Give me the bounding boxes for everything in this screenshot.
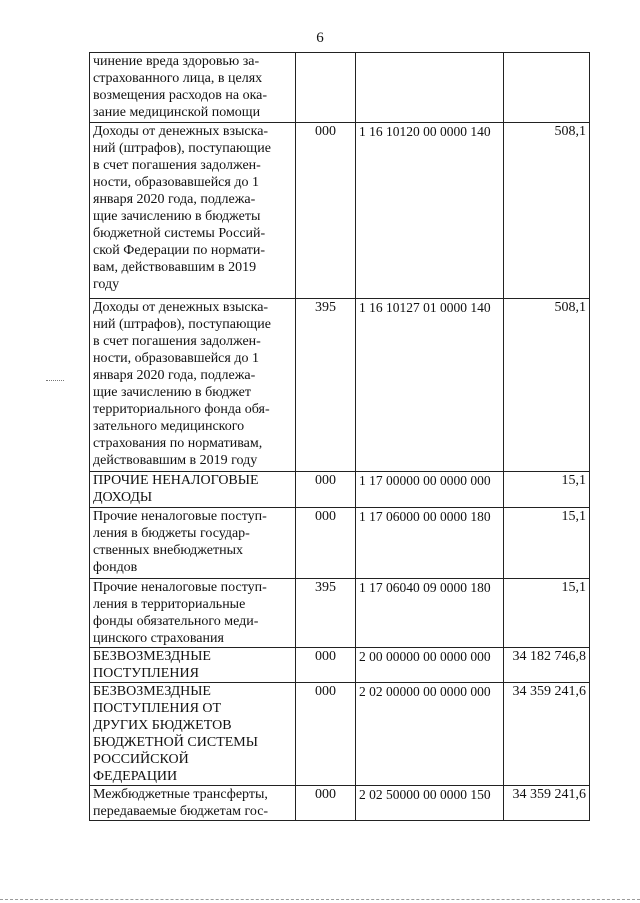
revenue-name-line: ДРУГИХ БЮДЖЕТОВ bbox=[93, 718, 232, 733]
amount-cell bbox=[504, 53, 590, 123]
admin-code-cell: 395 bbox=[296, 579, 356, 648]
revenue-name-line: Межбюджетные трансферты, bbox=[93, 787, 268, 802]
revenue-name-line: фондов bbox=[93, 560, 138, 575]
revenue-name-line: страхованного лица, в целях bbox=[93, 71, 263, 86]
revenue-name-line: зание медицинской помощи bbox=[93, 105, 261, 120]
revenue-name-line: ДОХОДЫ bbox=[93, 490, 153, 505]
revenue-name-line: территориального фонда обя- bbox=[93, 402, 270, 417]
revenue-name-line: ности, образовавшейся до 1 bbox=[93, 351, 259, 366]
revenue-name-line: ний (штрафов), поступающие bbox=[93, 317, 271, 332]
budget-classification-code-cell: 1 16 10127 01 0000 140 bbox=[356, 299, 504, 472]
revenue-name-line: фонды обязательного меди- bbox=[93, 614, 259, 629]
revenue-name-line: Прочие неналоговые поступ- bbox=[93, 580, 267, 595]
admin-code-cell bbox=[296, 53, 356, 123]
table-row bbox=[90, 123, 590, 299]
revenue-name-line: ности, образовавшейся до 1 bbox=[93, 175, 259, 190]
revenue-name-cell bbox=[90, 123, 296, 299]
revenue-name-line: щие зачислению в бюджет bbox=[93, 385, 251, 400]
revenue-name-line: Доходы от денежных взыска- bbox=[93, 300, 269, 315]
revenue-name-line: действовавшим в 2019 году bbox=[93, 453, 258, 468]
revenue-table-body bbox=[90, 53, 590, 821]
revenue-name-line: в счет погашения задолжен- bbox=[93, 158, 261, 173]
table-row bbox=[90, 299, 590, 472]
revenue-name-line: зательного медицинского bbox=[93, 419, 245, 434]
revenue-name-line: передаваемые бюджетам гос- bbox=[93, 804, 269, 819]
revenue-name-line: РОССИЙСКОЙ bbox=[93, 752, 189, 767]
amount-cell: 34 359 241,6 bbox=[504, 683, 590, 786]
revenue-name-line: щие зачислению в бюджеты bbox=[93, 209, 261, 224]
page-bottom-edge bbox=[0, 899, 640, 900]
revenue-name-line: бюджетной системы Россий- bbox=[93, 226, 266, 241]
amount-cell: 508,1 bbox=[504, 123, 590, 299]
budget-classification-code-cell bbox=[356, 53, 504, 123]
scan-artifact-mark bbox=[46, 380, 64, 381]
revenue-name-line: вам, действовавшим в 2019 bbox=[93, 260, 257, 275]
admin-code-cell: 000 bbox=[296, 508, 356, 579]
table-row bbox=[90, 648, 590, 683]
revenue-name-line: ПРОЧИЕ НЕНАЛОГОВЫЕ bbox=[93, 473, 259, 488]
revenue-name-line: БЕЗВОЗМЕЗДНЫЕ bbox=[93, 649, 211, 664]
revenue-name-cell bbox=[90, 579, 296, 648]
table-row bbox=[90, 683, 590, 786]
amount-cell: 15,1 bbox=[504, 579, 590, 648]
revenue-name-line: цинского страхования bbox=[93, 631, 224, 646]
admin-code-cell: 000 bbox=[296, 472, 356, 508]
revenue-name-cell bbox=[90, 648, 296, 683]
amount-cell: 34 182 746,8 bbox=[504, 648, 590, 683]
budget-classification-code-cell: 1 17 06000 00 0000 180 bbox=[356, 508, 504, 579]
revenue-name-line: ления в бюджеты государ- bbox=[93, 526, 250, 541]
budget-classification-code-cell: 1 17 00000 00 0000 000 bbox=[356, 472, 504, 508]
revenue-name-line: ПОСТУПЛЕНИЯ bbox=[93, 666, 199, 681]
revenue-name-cell bbox=[90, 786, 296, 821]
amount-cell: 34 359 241,6 bbox=[504, 786, 590, 821]
revenue-table bbox=[89, 52, 590, 821]
revenue-name-line: ской Федерации по нормати- bbox=[93, 243, 266, 258]
revenue-name-cell bbox=[90, 683, 296, 786]
budget-classification-code-cell: 1 16 10120 00 0000 140 bbox=[356, 123, 504, 299]
amount-cell: 508,1 bbox=[504, 299, 590, 472]
table-row bbox=[90, 472, 590, 508]
revenue-name-line: Доходы от денежных взыска- bbox=[93, 124, 269, 139]
page-number: 6 bbox=[316, 30, 324, 46]
revenue-name-cell bbox=[90, 53, 296, 123]
budget-classification-code-cell: 2 02 50000 00 0000 150 bbox=[356, 786, 504, 821]
admin-code-cell: 000 bbox=[296, 123, 356, 299]
revenue-name-line: БЕЗВОЗМЕЗДНЫЕ bbox=[93, 684, 211, 699]
revenue-name-line: ний (штрафов), поступающие bbox=[93, 141, 271, 156]
admin-code-cell: 395 bbox=[296, 299, 356, 472]
revenue-name-line: января 2020 года, подлежа- bbox=[93, 368, 256, 383]
amount-cell: 15,1 bbox=[504, 472, 590, 508]
revenue-name-line: января 2020 года, подлежа- bbox=[93, 192, 256, 207]
revenue-name-line: чинение вреда здоровью за- bbox=[93, 54, 260, 69]
table-row bbox=[90, 53, 590, 123]
amount-cell: 15,1 bbox=[504, 508, 590, 579]
budget-classification-code-cell: 1 17 06040 09 0000 180 bbox=[356, 579, 504, 648]
revenue-name-line: страхования по нормативам, bbox=[93, 436, 263, 451]
revenue-name-line: БЮДЖЕТНОЙ СИСТЕМЫ bbox=[93, 735, 258, 750]
revenue-name-line: ственных внебюджетных bbox=[93, 543, 243, 558]
admin-code-cell: 000 bbox=[296, 786, 356, 821]
revenue-name-line: ФЕДЕРАЦИИ bbox=[93, 769, 178, 784]
revenue-name-line: в счет погашения задолжен- bbox=[93, 334, 261, 349]
revenue-name-line: возмещения расходов на ока- bbox=[93, 88, 268, 103]
table-row bbox=[90, 786, 590, 821]
revenue-name-cell bbox=[90, 299, 296, 472]
table-row bbox=[90, 508, 590, 579]
revenue-name-line: ПОСТУПЛЕНИЯ ОТ bbox=[93, 701, 222, 716]
table-row bbox=[90, 579, 590, 648]
revenue-name-line: году bbox=[93, 277, 120, 292]
revenue-name-line: Прочие неналоговые поступ- bbox=[93, 509, 267, 524]
admin-code-cell: 000 bbox=[296, 683, 356, 786]
revenue-name-line: ления в территориальные bbox=[93, 597, 246, 612]
budget-classification-code-cell: 2 00 00000 00 0000 000 bbox=[356, 648, 504, 683]
admin-code-cell: 000 bbox=[296, 648, 356, 683]
budget-classification-code-cell: 2 02 00000 00 0000 000 bbox=[356, 683, 504, 786]
revenue-name-cell bbox=[90, 508, 296, 579]
revenue-name-cell bbox=[90, 472, 296, 508]
